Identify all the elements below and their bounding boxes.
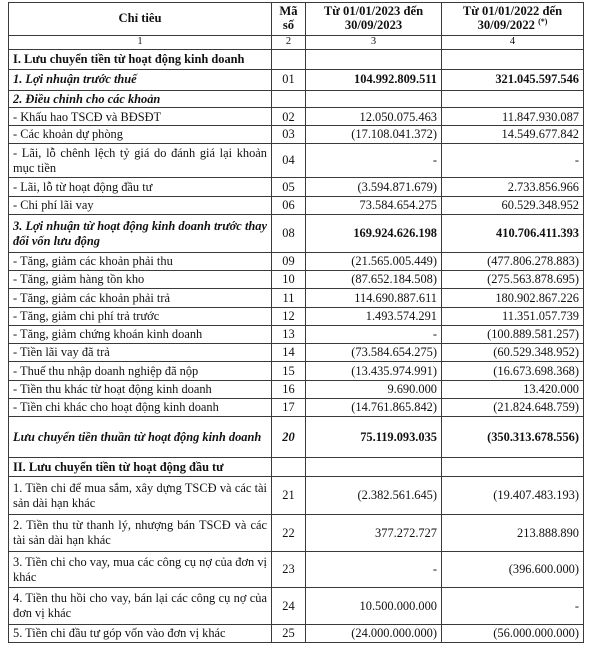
table-row [9, 362, 584, 381]
row-code: 22 [272, 515, 306, 552]
row-code: 16 [272, 381, 306, 399]
row-code [272, 49, 306, 69]
header-2023: Từ 01/01/2023 đến 30/09/2023 [306, 3, 442, 36]
row-value-2022: (60.529.348.952) [442, 344, 584, 362]
row-code: 12 [272, 308, 306, 326]
row-value-2022: 11.351.057.739 [442, 308, 584, 326]
row-label: - Tăng, giảm chứng khoán kinh doanh [9, 326, 272, 344]
row-value-2023: - [306, 326, 442, 344]
row-label: 2. Tiền thu từ thanh lý, nhượng bán TSCĐ và các tài sản dài hạn khác [9, 515, 272, 552]
table-row [9, 381, 584, 399]
row-value-2023: 1.493.574.291 [306, 308, 442, 326]
row-value-2022: (350.313.678.556) [442, 417, 584, 458]
row-value-2022 [442, 90, 584, 108]
row-label: 3. Lợi nhuận từ hoạt động kinh doanh trước thay đổi vốn lưu động [9, 215, 272, 253]
row-label: - Tăng, giảm các khoản phải thu [9, 253, 272, 271]
row-code: 11 [272, 289, 306, 308]
row-label: - Tiền chi khác cho hoạt động kinh doanh [9, 399, 272, 417]
row-value-2022: 213.888.890 [442, 515, 584, 552]
row-value-2023: - [306, 144, 442, 178]
row-label: 5. Tiền chi đầu tư góp vốn vào đơn vị khác [9, 625, 272, 643]
table-row [9, 625, 584, 643]
row-label: - Lãi, lỗ từ hoạt động đầu tư [9, 178, 272, 197]
row-label: - Tiền thu khác từ hoạt động kinh doanh [9, 381, 272, 399]
row-code: 03 [272, 126, 306, 144]
row-value-2023: - [306, 552, 442, 588]
index-cell: 2 [272, 36, 306, 50]
row-value-2022 [442, 458, 584, 477]
row-code: 14 [272, 344, 306, 362]
row-value-2022: (100.889.581.257) [442, 326, 584, 344]
row-value-2022: (16.673.698.368) [442, 362, 584, 381]
row-label: 1. Tiền chi để mua sắm, xây dựng TSCĐ và các tài sản dài hạn khác [9, 477, 272, 515]
row-value-2022 [442, 49, 584, 69]
row-value-2022: 60.529.348.952 [442, 197, 584, 215]
row-value-2022: - [442, 144, 584, 178]
row-value-2023: 169.924.626.198 [306, 215, 442, 253]
row-value-2023: 377.272.727 [306, 515, 442, 552]
row-value-2023 [306, 90, 442, 108]
row-label: - Tiền lãi vay đã trả [9, 344, 272, 362]
row-code: 13 [272, 326, 306, 344]
row-value-2022: (396.600.000) [442, 552, 584, 588]
row-value-2022: (19.407.483.193) [442, 477, 584, 515]
row-value-2023: (21.565.005.449) [306, 253, 442, 271]
row-code: 08 [272, 215, 306, 253]
row-value-2023: 73.584.654.275 [306, 197, 442, 215]
table-row [9, 326, 584, 344]
table-row [9, 552, 584, 588]
table-row [9, 308, 584, 326]
row-label: 1. Lợi nhuận trước thuế [9, 69, 272, 90]
row-value-2023: 9.690.000 [306, 381, 442, 399]
row-value-2023: 75.119.093.035 [306, 417, 442, 458]
row-code [272, 458, 306, 477]
index-cell: 1 [9, 36, 272, 50]
row-value-2023 [306, 49, 442, 69]
row-value-2022: 410.706.411.393 [442, 215, 584, 253]
row-value-2023: (2.382.561.645) [306, 477, 442, 515]
row-value-2022: 321.045.597.546 [442, 69, 584, 90]
row-label: - Lãi, lỗ chênh lệch tỷ giá do đánh giá lại khoản mục tiền [9, 144, 272, 178]
row-label: I. Lưu chuyển tiền từ hoạt động kinh doanh [9, 49, 272, 69]
row-code: 02 [272, 108, 306, 126]
row-value-2023: 114.690.887.611 [306, 289, 442, 308]
table-row [9, 515, 584, 552]
table-row [9, 458, 584, 477]
row-code: 17 [272, 399, 306, 417]
row-value-2023: (73.584.654.275) [306, 344, 442, 362]
row-value-2022: - [442, 588, 584, 625]
table-body [9, 49, 584, 643]
cash-flow-table [8, 2, 584, 643]
row-value-2022: 11.847.930.087 [442, 108, 584, 126]
row-code: 06 [272, 197, 306, 215]
row-label: - Tăng, giảm các khoản phải trả [9, 289, 272, 308]
header-row [9, 3, 584, 36]
table-row [9, 69, 584, 90]
row-code: 09 [272, 253, 306, 271]
row-value-2023 [306, 458, 442, 477]
header-2022-text: Từ 01/01/2022 đến 30/09/2022 [462, 3, 563, 33]
row-label: Lưu chuyển tiền thuần từ hoạt động kinh doanh [9, 417, 272, 458]
table-row [9, 144, 584, 178]
header-2022 [442, 3, 584, 36]
table-row [9, 90, 584, 108]
row-code: 10 [272, 271, 306, 289]
header-code: Mã số [272, 3, 306, 36]
row-label: - Tăng, giảm hàng tồn kho [9, 271, 272, 289]
row-value-2023: (14.761.865.842) [306, 399, 442, 417]
row-value-2022: (275.563.878.695) [442, 271, 584, 289]
row-label: 3. Tiền chi cho vay, mua các công cụ nợ của đơn vị khác [9, 552, 272, 588]
row-value-2022: 14.549.677.842 [442, 126, 584, 144]
row-value-2023: (87.652.184.508) [306, 271, 442, 289]
table-row [9, 49, 584, 69]
index-row [9, 36, 584, 50]
row-label: - Tăng, giảm chi phí trả trước [9, 308, 272, 326]
row-label: - Thuế thu nhập doanh nghiệp đã nộp [9, 362, 272, 381]
header-2022-note: (*) [538, 17, 548, 27]
row-value-2023: (13.435.974.991) [306, 362, 442, 381]
table-row [9, 344, 584, 362]
table-row [9, 289, 584, 308]
row-value-2022: (21.824.648.759) [442, 399, 584, 417]
row-code: 20 [272, 417, 306, 458]
table-row [9, 215, 584, 253]
row-code: 05 [272, 178, 306, 197]
row-value-2023: (24.000.000.000) [306, 625, 442, 643]
index-cell: 4 [442, 36, 584, 50]
row-value-2022: 2.733.856.966 [442, 178, 584, 197]
row-code: 25 [272, 625, 306, 643]
row-value-2022: 13.420.000 [442, 381, 584, 399]
row-label: II. Lưu chuyển tiền từ hoạt động đầu tư [9, 458, 272, 477]
table-row [9, 417, 584, 458]
row-code: 01 [272, 69, 306, 90]
table-row [9, 126, 584, 144]
header-item: Chỉ tiêu [9, 3, 272, 36]
row-label: - Khấu hao TSCĐ và BĐSĐT [9, 108, 272, 126]
row-code: 23 [272, 552, 306, 588]
row-code: 21 [272, 477, 306, 515]
row-label: 2. Điều chỉnh cho các khoản [9, 90, 272, 108]
row-value-2022: 180.902.867.226 [442, 289, 584, 308]
table-row [9, 477, 584, 515]
row-label: 4. Tiền thu hồi cho vay, bán lại các công cụ nợ của đơn vị khác [9, 588, 272, 625]
table-row [9, 197, 584, 215]
table-row [9, 588, 584, 625]
row-value-2023: 104.992.809.511 [306, 69, 442, 90]
row-value-2023: 12.050.075.463 [306, 108, 442, 126]
table-row [9, 253, 584, 271]
index-cell: 3 [306, 36, 442, 50]
row-label: - Các khoản dự phòng [9, 126, 272, 144]
table-row [9, 178, 584, 197]
table-row [9, 271, 584, 289]
row-value-2023: 10.500.000.000 [306, 588, 442, 625]
table-row [9, 108, 584, 126]
row-code [272, 90, 306, 108]
table-row [9, 399, 584, 417]
row-code: 04 [272, 144, 306, 178]
row-value-2023: (17.108.041.372) [306, 126, 442, 144]
row-value-2022: (477.806.278.883) [442, 253, 584, 271]
row-code: 15 [272, 362, 306, 381]
row-value-2023: (3.594.871.679) [306, 178, 442, 197]
row-code: 24 [272, 588, 306, 625]
row-label: - Chi phí lãi vay [9, 197, 272, 215]
row-value-2022: (56.000.000.000) [442, 625, 584, 643]
